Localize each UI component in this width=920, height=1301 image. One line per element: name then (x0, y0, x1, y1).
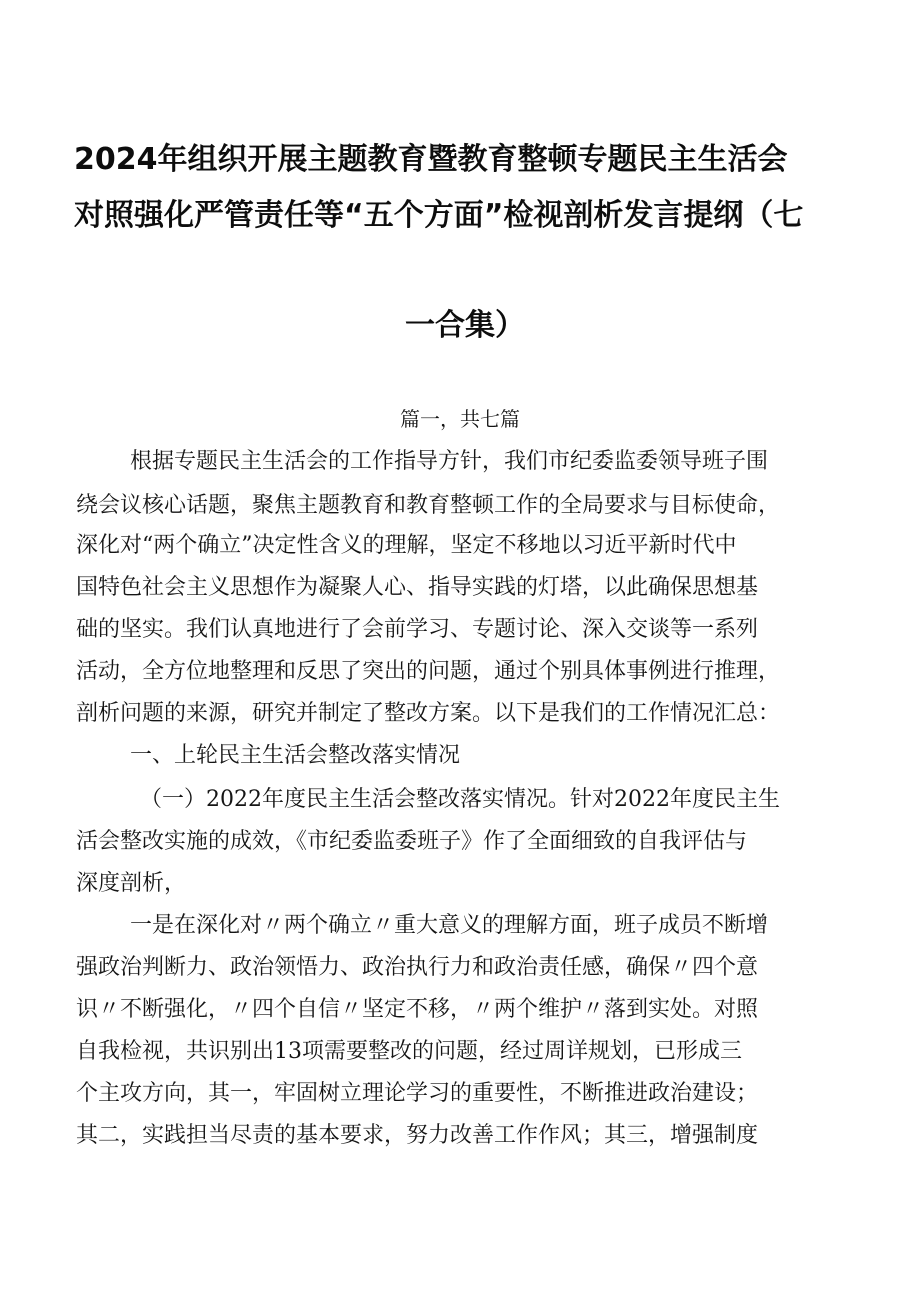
body-line: （一）2022年度民主生活会整改落实情况。针对2022年度民主生 (140, 787, 780, 812)
section-heading: 一、上轮民主生活会整改落实情况 (130, 743, 461, 768)
body-line: 强政治判断力、政治领悟力、政治执行力和政治责任感，确保〃四个意 (76, 955, 759, 980)
subheading: 篇一，共七篇 (400, 407, 520, 431)
body-line: 深度剖析， (76, 871, 187, 896)
title-line-2: 对照强化严管责任等“五个方面”检视剖析发言提纲（七 (74, 198, 804, 233)
body-line: 个主攻方向，其一，牢固树立理论学习的重要性，不断推进政治建设； (76, 1081, 759, 1106)
body-line: 根据专题民主生活会的工作指导方针，我们市纪委监委领导班子围 (130, 449, 769, 474)
title-line-1: 2024年组织开展主题教育暨教育整顿专题民主生活会 (74, 142, 788, 177)
body-line: 国特色社会主义思想作为凝聚人心、指导实践的灯塔，以此确保思想基 (76, 575, 759, 600)
body-line: 一是在深化对〃两个确立〃重大意义的理解方面，班子成员不断增 (130, 913, 769, 938)
body-line: 自我检视，共识别出13项需要整改的问题，经过周详规划，已形成三 (76, 1039, 742, 1064)
body-line: 绕会议核心话题，聚焦主题教育和教育整顿工作的全局要求与目标使命， (76, 493, 781, 518)
body-line: 深化对“两个确立”决定性含义的理解，坚定不移地以习近平新时代中 (76, 533, 737, 558)
body-line: 活动，全方位地整理和反思了突出的问题，通过个别具体事例进行推理， (76, 659, 781, 684)
body-line: 活会整改实施的成效，《市纪委监委班子》作了全面细致的自我评估与 (76, 829, 748, 854)
title-line-3: 一合集） (405, 308, 525, 343)
body-line: 剖析问题的来源，研究并制定了整改方案。以下是我们的工作情况汇总： (76, 701, 781, 726)
body-line: 识〃不断强化，〃四个自信〃坚定不移，〃两个维护〃落到实处。对照 (76, 997, 759, 1022)
body-line: 础的坚实。我们认真地进行了会前学习、专题讨论、深入交谈等一系列 (76, 617, 759, 642)
body-line: 其二，实践担当尽责的基本要求，努力改善工作作风；其三，增强制度 (76, 1123, 759, 1148)
